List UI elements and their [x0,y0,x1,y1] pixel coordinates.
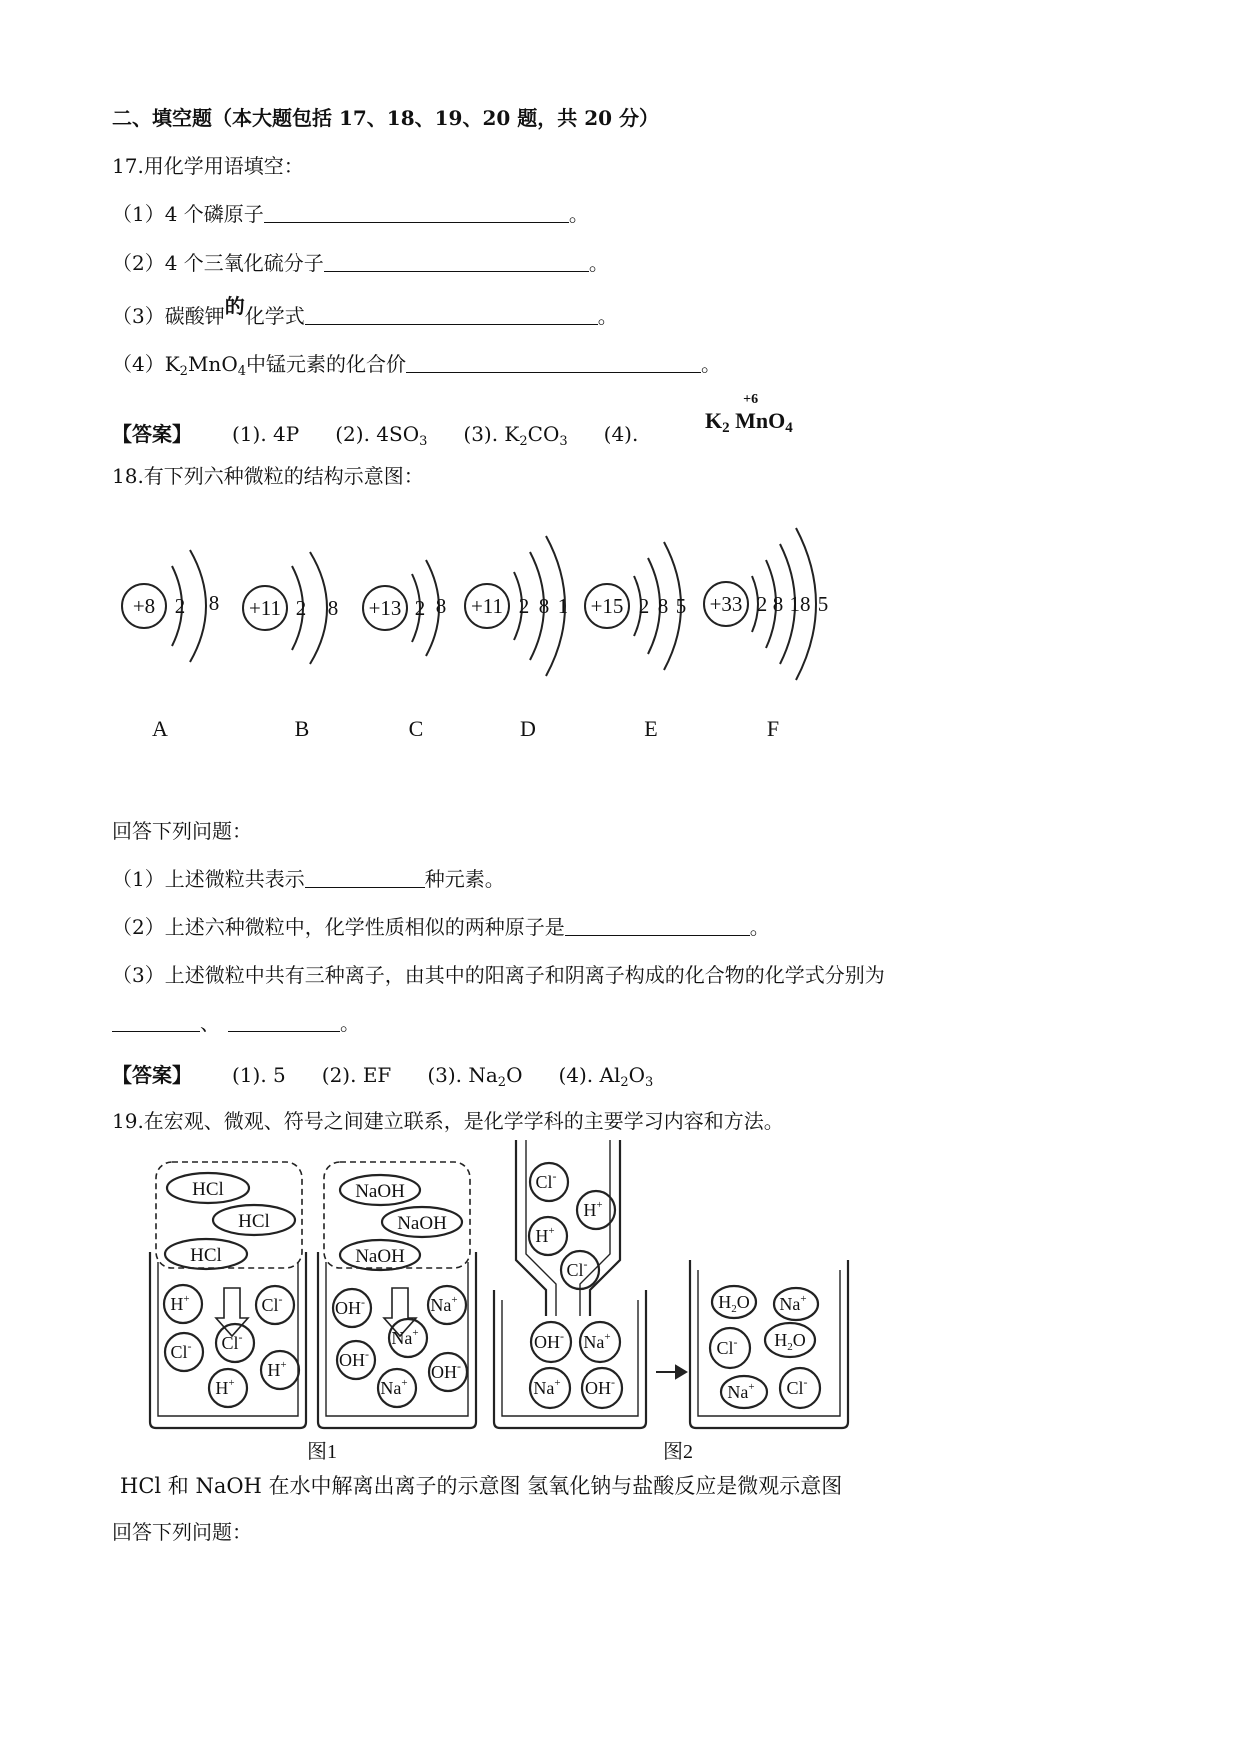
ion-label: OH- [339,1347,369,1370]
shell-arc [310,552,327,664]
ion-label: H+ [170,1293,190,1314]
q17-item-4-end: 。 [701,352,721,376]
k2mno4-valence-formula [705,392,793,437]
ion-label: Na+ [583,1331,611,1352]
q17-item-1-text: （1）4 个磷原子 [112,202,264,226]
ion-label: H+ [583,1199,603,1220]
q19-prompt: 回答下列问题： [112,1520,252,1544]
subscript: 3 [645,1075,654,1090]
ion-label: Cl- [716,1335,738,1358]
ion-label: OH- [431,1359,461,1382]
ion-label: Na+ [533,1377,561,1398]
q18-question-2-end: 。 [749,915,770,939]
subscript: 3 [559,434,568,449]
nucleus-charge: +11 [470,594,504,618]
subscript: 4 [237,364,246,379]
answer-3 [463,420,567,456]
particle-label: A [152,716,168,741]
atomic-structure-diagrams [0,500,1241,760]
answer-2 [335,420,427,456]
molecule-label: HCl [238,1211,270,1232]
ion-label: Na+ [430,1294,458,1315]
shell-electrons: 8 [538,594,550,618]
shell-electrons: 2 [295,596,307,620]
ion-label: H+ [535,1225,555,1246]
molecule-label: HCl [192,1179,224,1200]
particle-label: E [644,716,658,741]
ion-label: Cl- [261,1292,283,1315]
q17-item-1-end: 。 [568,202,589,226]
q18-question-1-text: （1）上述微粒共表示 [112,867,305,891]
answer-1: (1). 5 [232,1063,286,1087]
q18-question-2-text: （2）上述六种微粒中，化学性质相似的两种原子是 [112,915,565,939]
answer-blank[interactable] [264,202,569,223]
nucleus-charge: +8 [132,594,156,618]
answer-3-text: (3). K [463,422,520,446]
subscript: 3 [419,434,428,449]
q17-item-2-text: （2）4 个三氧化硫分子 [112,251,324,275]
shell-electrons: 8 [657,594,669,618]
q17-item-2 [112,249,609,277]
shell-electrons: 2 [756,592,768,616]
q17-item-3-end: 。 [597,304,618,328]
ion-reaction-diagram [0,1140,1241,1470]
figure-caption: HCl 和 NaOH 在水中解离出离子的示意图 氢氧化钠与盐酸反应是微观示意图 [120,1474,843,1498]
q18-question-3-blanks [112,1009,360,1037]
q17-item-4-text: 中锰元素的化合价 [246,352,406,376]
molecule-label: NaOH [355,1181,405,1202]
ion-label: Na+ [391,1327,419,1348]
q18-question-1-end: 种元素。 [424,867,505,891]
ion-label: Cl- [786,1375,808,1398]
q18-question-3: （3）上述微粒中共有三种离子，由其中的阳离子和阴离子构成的化合物的化学式分别为 [112,963,885,987]
answer-4: (4). [603,422,639,446]
ion-label: H+ [215,1377,235,1398]
q17-answer [112,420,674,456]
q17-item-4-k: （4）K [112,352,180,376]
shell-electrons: 18 [789,592,811,616]
q17-item-4-mno: MnO [187,352,238,376]
nucleus-charge: +13 [368,596,402,620]
q18-question-2 [112,913,770,941]
ion-label: OH- [585,1375,615,1398]
subscript: 2 [620,1075,629,1090]
nucleus-charge: +15 [590,594,624,618]
shell-electrons: 2 [174,594,186,618]
shell-electrons: 2 [638,594,650,618]
subscript: 2 [179,364,188,379]
molecule-label: NaOH [355,1246,405,1267]
shell-electrons: 8 [435,594,447,618]
q19-stem: 19.在宏观、微观、符号之间建立联系，是化学学科的主要学习内容和方法。 [112,1109,784,1133]
molecule-label: $H_2O$ [774,1330,806,1353]
particle-label: C [408,716,424,741]
q17-stem: 17.用化学用语填空： [112,154,304,178]
answer-blank[interactable] [324,251,589,272]
subscript: 2 [497,1075,507,1090]
q18-stem: 18.有下列六种微粒的结构示意图： [112,464,424,488]
q17-item-3 [112,294,618,330]
subscript: 4 [785,420,793,436]
q17-item-1 [112,200,589,228]
figure-label: 图2 [663,1441,693,1463]
shell-electrons: 2 [414,596,426,620]
nucleus-charge: +33 [709,592,743,616]
shell-electrons: 5 [675,594,687,618]
molecule-label: $H_2O$ [718,1292,750,1315]
formula-k: K [705,408,723,433]
q18-question-1 [112,865,505,893]
q17-item-3-text2: 化学式 [244,304,305,328]
answer-3-o: O [506,1063,523,1087]
shell-electrons: 8 [327,596,339,620]
molecule-label: HCl [190,1245,222,1266]
beaker-outline [690,1260,848,1428]
nucleus-charge: +11 [248,596,282,620]
beaker-outline [494,1290,646,1428]
answer-3 [427,1061,522,1097]
arrowhead-icon [676,1366,686,1378]
answer-blank[interactable] [228,1011,340,1032]
answer-1: (1). 4P [232,422,300,446]
answer-blank[interactable] [112,1011,200,1032]
shell-arc [190,550,206,662]
ion-label: H+ [267,1359,287,1380]
answer-blank[interactable] [305,867,425,888]
q17-item-3-de: 的 [224,294,245,318]
q18-answer [112,1061,689,1097]
shell-electrons: 2 [518,594,530,618]
answer-blank[interactable] [406,352,701,373]
section-title: 二、填空题（本大题包括 17、18、19、20 题，共 20 分） [112,106,660,130]
shell-electrons: 5 [817,592,829,616]
ion-label: Cl- [221,1330,243,1353]
molecule-label: NaOH [397,1213,447,1234]
shell-electrons: 8 [208,591,220,615]
shell-electrons: 8 [772,592,784,616]
subscript: 2 [519,434,528,449]
ion-label: Cl- [535,1169,557,1192]
answer-blank[interactable] [305,304,598,325]
q18-prompt: 回答下列问题： [112,819,252,843]
answer-4-text: (4). Al [558,1063,621,1087]
particle-label: D [520,716,536,741]
ion-label: Na+ [779,1293,807,1314]
answer-3-text: (3). Na [427,1063,498,1087]
answer-4-o: O [628,1063,646,1087]
shell-electrons: 1 [557,594,569,618]
q17-item-2-end: 。 [588,251,609,275]
answer-2-text: (2). 4SO [335,422,420,446]
valence-mark: +6 [743,392,759,407]
answer-tag: 【答案】 [112,1063,192,1087]
figure-label: 图1 [307,1441,337,1463]
answer-tag: 【答案】 [112,422,192,446]
ion-label: Na+ [727,1381,755,1402]
ion-label: OH- [335,1295,365,1318]
answer-3-co: CO [527,422,560,446]
formula-mn-wrap [735,392,769,433]
answer-4 [558,1061,653,1097]
separator: 、 [200,1011,220,1035]
particle-label: F [766,716,780,741]
q17-item-4 [112,350,721,386]
answer-2: (2). EF [321,1063,392,1087]
q18-question-3-end: 。 [340,1011,360,1035]
formula-mn: Mn [735,408,769,433]
ion-label: Cl- [170,1339,192,1362]
answer-blank[interactable] [565,915,750,936]
particle-label: B [294,716,310,741]
formula-o: O [768,408,786,433]
q17-item-3-text: （3）碳酸钾 [112,304,225,328]
ion-label: OH- [534,1329,564,1352]
subscript: 2 [722,420,730,436]
ion-label: Na+ [380,1377,408,1398]
beaker-inner [502,1300,638,1416]
ion-label: Cl- [566,1257,588,1280]
